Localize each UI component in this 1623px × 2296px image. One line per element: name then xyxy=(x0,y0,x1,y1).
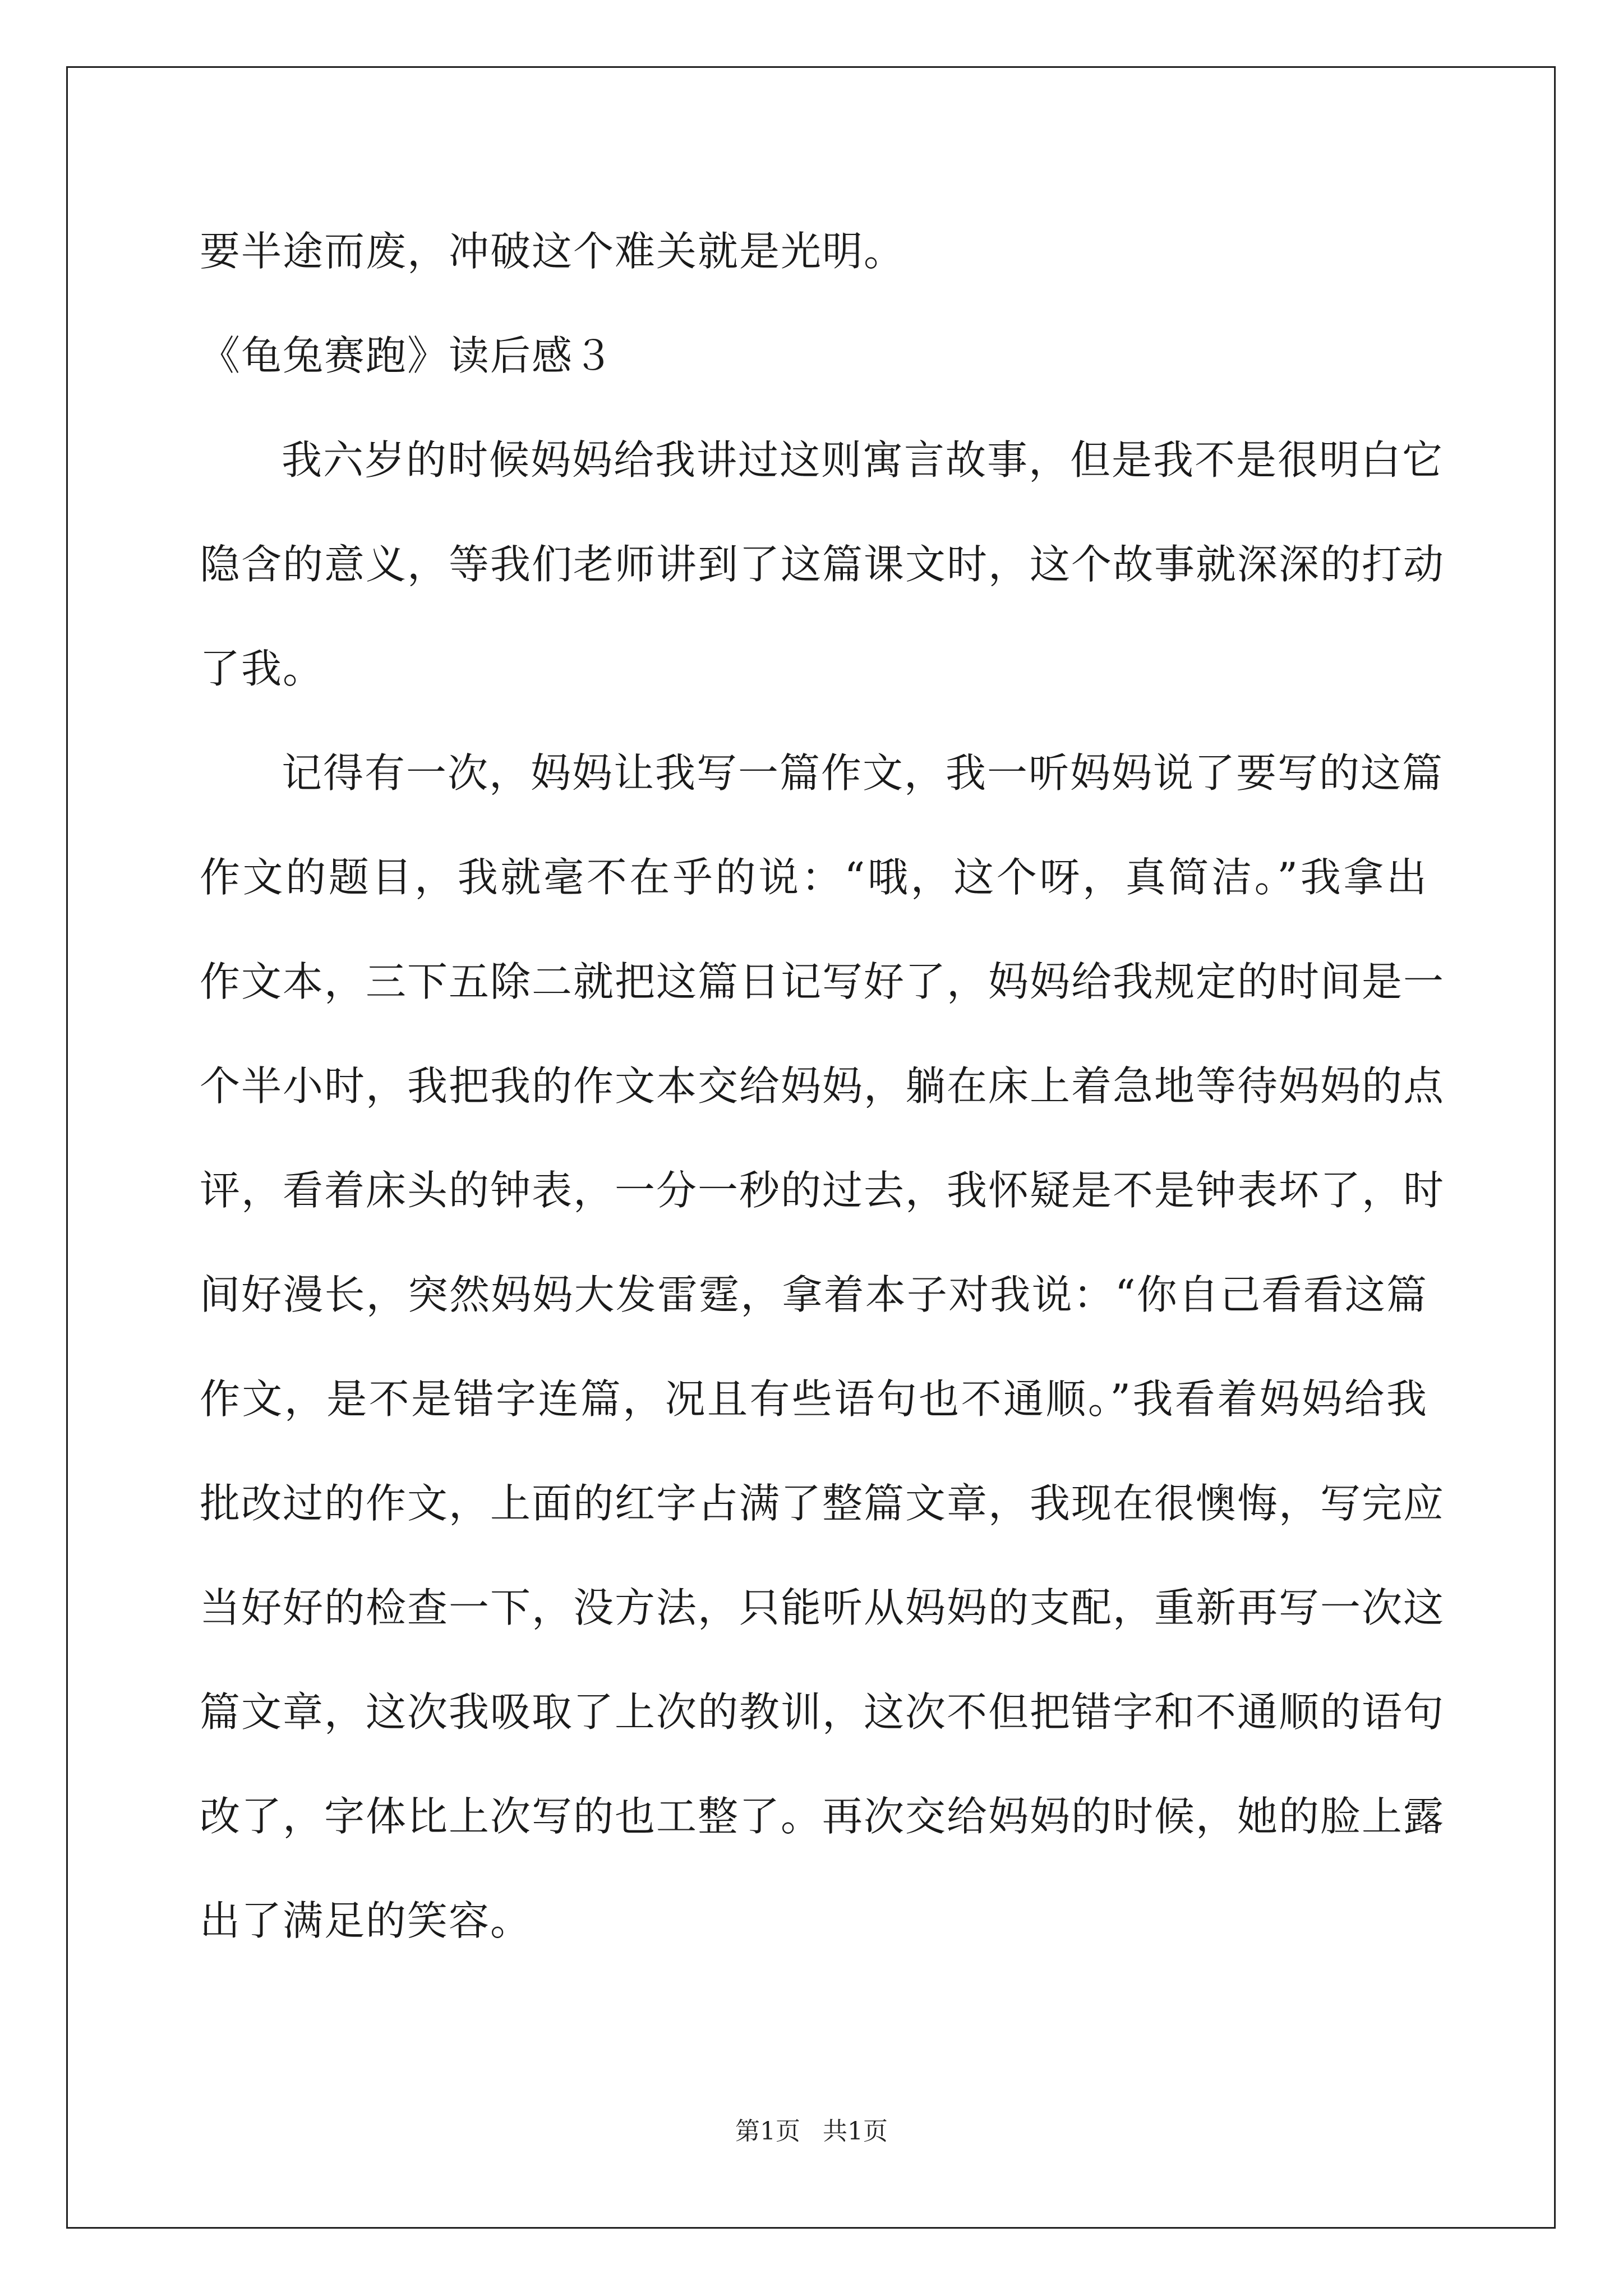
text-line: 记得有一次，妈妈让我写一篇作文，我一听妈妈说了要写的这篇 xyxy=(282,749,1444,797)
text-line: 作文本，三下五除二就把这篇日记写好了，妈妈给我规定的时间是一 xyxy=(200,958,1445,1005)
text-line: 出了满足的笑容。 xyxy=(200,1897,532,1944)
section-heading: 《龟兔赛跑》读后感３ xyxy=(200,332,615,379)
text-line: 间好漫长，突然妈妈大发雷霆，拿着本子对我说：“你自己看看这篇 xyxy=(200,1271,1428,1318)
text-line: 作文的题目，我就毫不在乎的说：“哦，这个呀，真简洁。”我拿出 xyxy=(200,854,1428,901)
text-line: 改了，字体比上次写的也工整了。再次交给妈妈的时候，她的脸上露 xyxy=(200,1793,1445,1840)
text-line: 批改过的作文，上面的红字占满了整篇文章，我现在很懊悔，写完应 xyxy=(200,1480,1445,1527)
text-line: 要半途而废，冲破这个难关就是光明。 xyxy=(200,228,906,275)
text-line: 评，看着床头的钟表，一分一秒的过去，我怀疑是不是钟表坏了，时 xyxy=(200,1167,1445,1214)
text-line: 我六岁的时候妈妈给我讲过这则寓言故事，但是我不是很明白它 xyxy=(282,436,1444,484)
text-line: 了我。 xyxy=(200,645,325,692)
text-line: 个半小时，我把我的作文本交给妈妈，躺在床上着急地等待妈妈的点 xyxy=(200,1062,1445,1110)
page-number: 第1页 xyxy=(735,2117,800,2146)
page-footer xyxy=(0,2115,1623,2148)
text-line: 当好好的检查一下，没方法，只能听从妈妈的支配，重新再写一次这 xyxy=(200,1584,1445,1631)
total-pages: 共1页 xyxy=(823,2117,888,2146)
text-line: 作文，是不是错字连篇，况且有些语句也不通顺。”我看着妈妈给我 xyxy=(200,1375,1428,1423)
text-line: 篇文章，这次我吸取了上次的教训，这次不但把错字和不通顺的语句 xyxy=(200,1688,1445,1736)
text-line: 隐含的意义，等我们老师讲到了这篇课文时，这个故事就深深的打动 xyxy=(200,541,1445,588)
document-body xyxy=(200,199,1445,1973)
